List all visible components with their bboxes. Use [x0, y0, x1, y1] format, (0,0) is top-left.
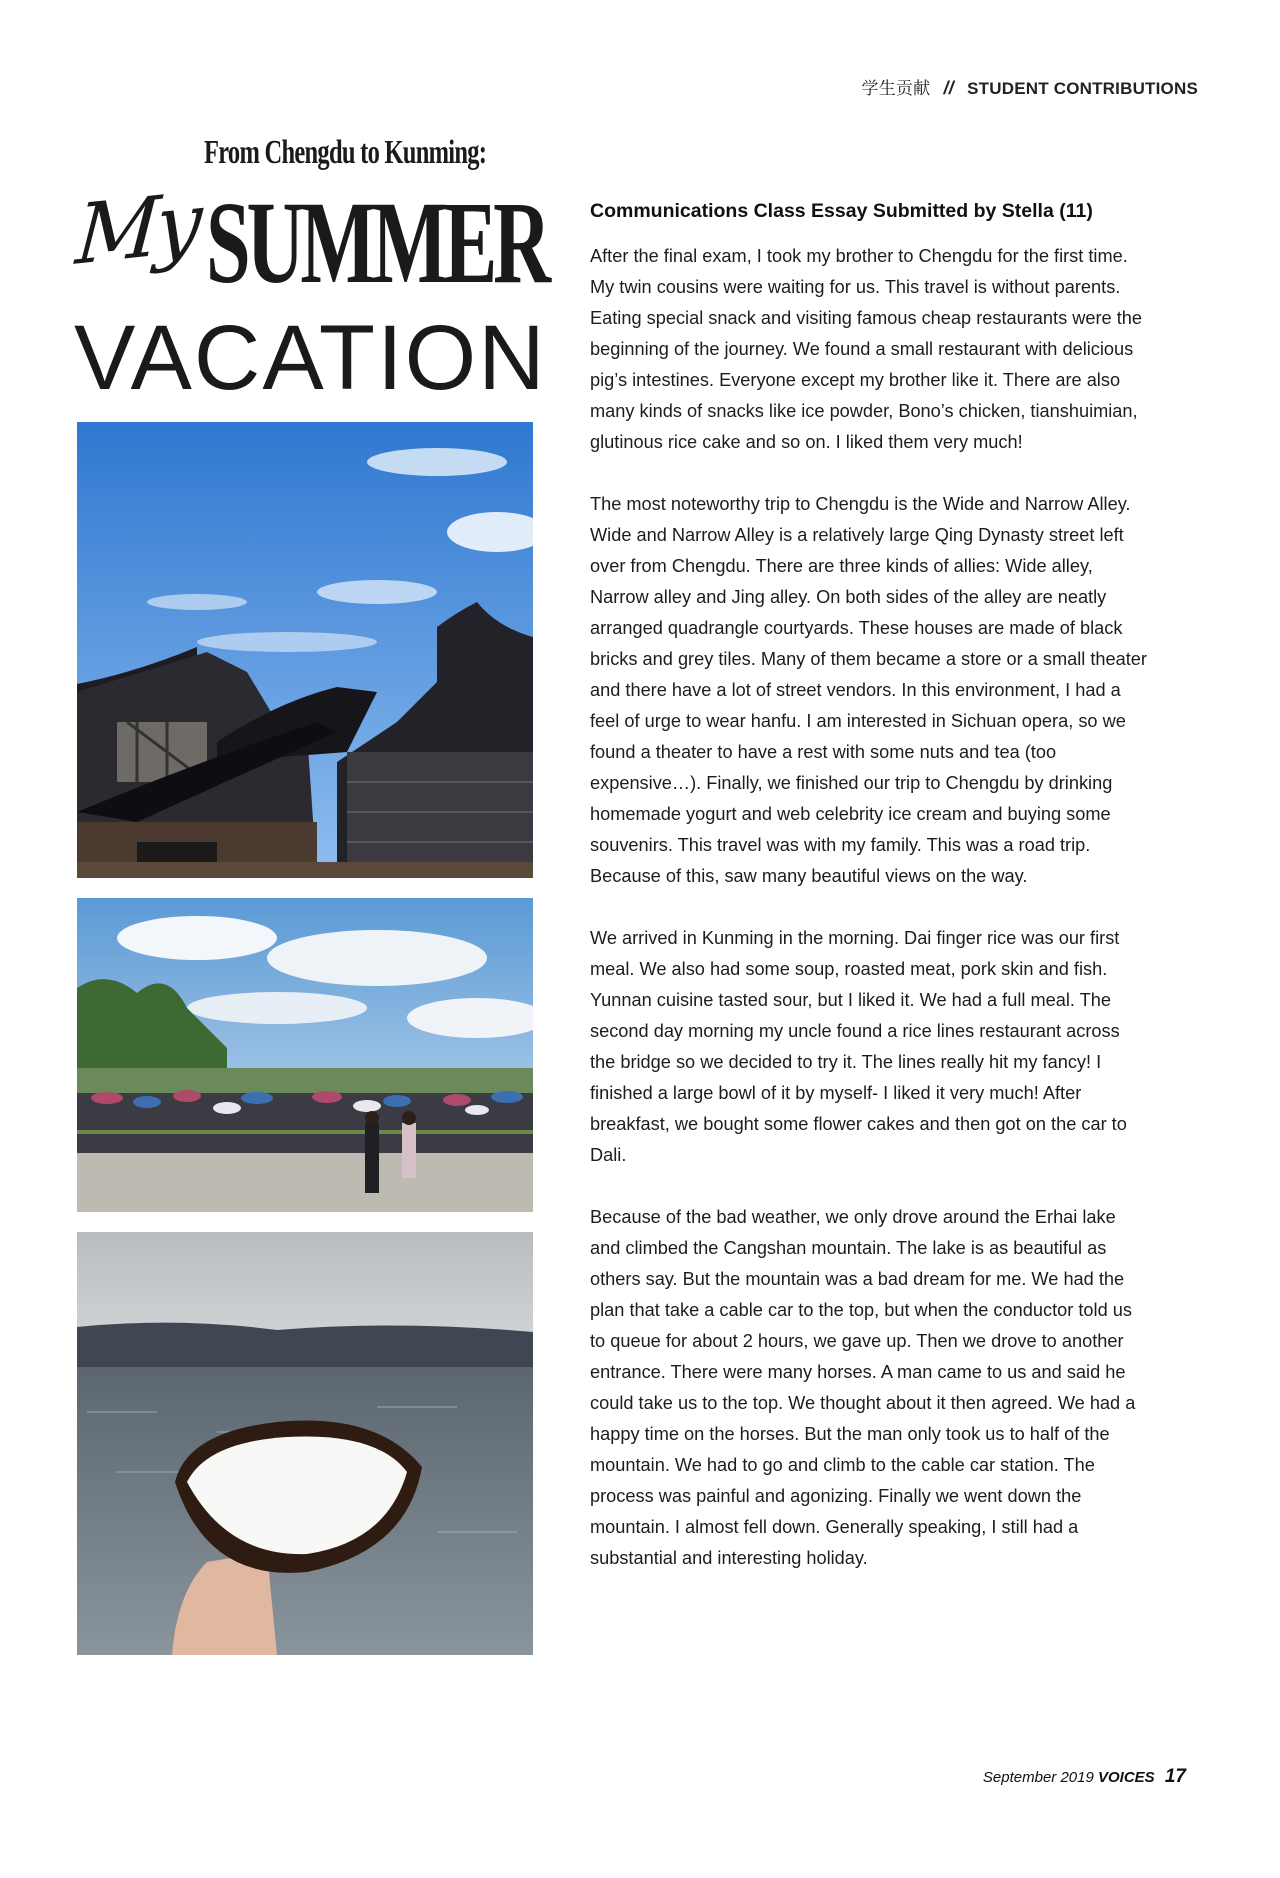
- essay-body: [590, 200, 1150, 1605]
- essay-paragraph-1: After the final exam, I took my brother to Chengdu for the first time. My twin cousins were waiting for us. This travel is without parents. Eating special snack and visiting famous cheap restaurants were the beginning of the journey. We found a small restaurant with delicious pig’s intestines. Everyone except my brother like it. There are also many kinds of snacks like ice powder, Bono’s chicken, tianshuimian, glutinous rice cake and so on. I liked them very much!: [590, 246, 1142, 452]
- temple-roof-photo: [77, 422, 533, 878]
- coconut-lake-photo: [77, 1232, 533, 1655]
- title-vacation: VACATION: [74, 307, 547, 409]
- page-number: 17: [1164, 1766, 1186, 1787]
- essay-paragraph-3: We arrived in Kunming in the morning. Dai finger rice was our first meal. We also had some soup, roasted meat, pork skin and fish. Yunnan cuisine tasted sour, but I liked it. We had a full meal. The second day morning my uncle found a rice lines restaurant across the bridge so we decided to try it. The lines really hit my fancy! I finished a large bowl of it by myself- I liked it very much! After breakfast, we bought some flower cakes and then got on the car to Dali.: [590, 928, 1127, 1165]
- essay-paragraph-4: Because of the bad weather, we only drove around the Erhai lake and climbed the Cangshan mountain. The lake is as beautiful as others say. But the mountain was a bad dream for me. We had the plan that take a cable car to the top, but when the conductor told us to queue for about 2 hours, we gave up. Then we drove to another entrance. There were many horses. A man came to us and said he could take us to the top. We thought about it then agreed. We had a happy time on the horses. But the man only took us to half of the mountain. We had to go and climb to the cable car station. The process was painful and agonizing. Finally we went down the mountain. I almost fell down. Generally speaking, I still had a substantial and interesting holiday.: [590, 1207, 1136, 1568]
- footer-magazine: VOICES: [1098, 1769, 1155, 1786]
- footer-date: September 2019: [982, 1769, 1094, 1786]
- article-subtitle: From Chengdu to Kunming:: [204, 134, 487, 171]
- essay-paragraph-2: The most noteworthy trip to Chengdu is the Wide and Narrow Alley. Wide and Narrow Alley is a relatively large Qing Dynasty street left over from Chengdu. There are three kinds of allies: Wide alley, Narrow alley and Jing alley. On both sides of the alley are neatly arranged quadrangle courtyards. These houses are made of black bricks and grey tiles. Many of them became a store or a small theater and there have a lot of street vendors. In this environment, I had a feel of urge to wear hanfu. I am interested in Sichuan opera, so we found a theater to have a rest with some nuts and tea (too expensive…). Finally, we finished our trip to Chengdu by drinking homemade yogurt and web celebrity ice cream and buying some souvenirs. This travel was with my family. This was a road trip. Because of this, saw many beautiful views on the way.: [590, 494, 1147, 886]
- section-title-en: STUDENT CONTRIBUTIONS: [967, 79, 1198, 98]
- essay-title: Communications Class Essay Submitted by Stella (11): [590, 200, 1093, 222]
- coconut-lake-image: [77, 1232, 533, 1655]
- section-header: [862, 74, 1199, 99]
- crowd-umbrellas-image: [77, 898, 533, 1212]
- section-title-cn: 学生贡献: [861, 79, 931, 99]
- crowd-umbrellas-photo: [77, 898, 533, 1212]
- title-my: My: [72, 174, 202, 285]
- page-footer: [983, 1766, 1186, 1788]
- title-summer: SUMMER: [206, 177, 548, 308]
- temple-roof-image: [77, 422, 533, 878]
- header-separator: //: [943, 78, 954, 98]
